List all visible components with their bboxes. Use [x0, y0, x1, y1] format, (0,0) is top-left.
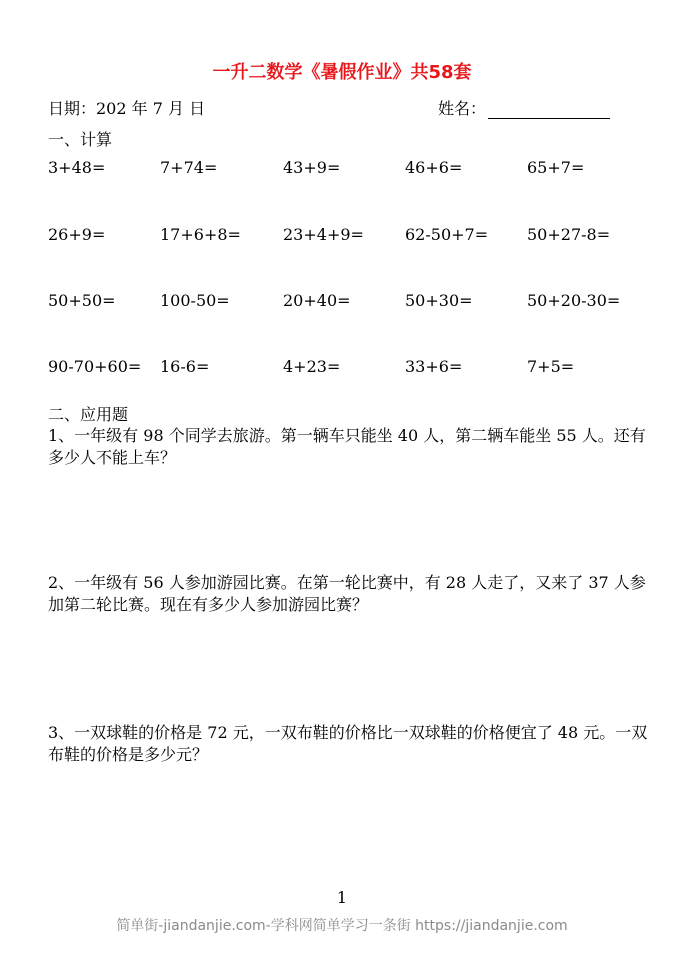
- calc-item: 26+9=: [48, 225, 106, 244]
- worksheet-title: 一升二数学《暑假作业》共58套: [212, 62, 472, 83]
- calc-item: 3+48=: [48, 158, 106, 177]
- calc-item: 100-50=: [160, 291, 230, 310]
- calc-item: 46+6=: [405, 158, 463, 177]
- calc-item: 16-6=: [160, 357, 210, 376]
- word-problem-2: 2、一年级有 56 人参加游园比赛。在第一轮比赛中，有 28 人走了，又来了 37 人参加第二轮比赛。现在有多少人参加游园比赛？: [48, 573, 646, 614]
- name-label: 姓名：: [438, 99, 487, 118]
- name-blank-line: [488, 102, 610, 119]
- calc-item: 90-70+60=: [48, 357, 142, 376]
- calc-item: 65+7=: [527, 158, 585, 177]
- calc-item: 50+20-30=: [527, 291, 621, 310]
- calc-item: 7+5=: [527, 357, 575, 376]
- section1-heading: 一、计算: [48, 130, 113, 149]
- calc-item: 50+50=: [48, 291, 116, 310]
- page-number: 1: [336, 888, 348, 907]
- calc-item: 23+4+9=: [283, 225, 364, 244]
- calc-item: 33+6=: [405, 357, 463, 376]
- calc-item: 43+9=: [283, 158, 341, 177]
- section2-heading: 二、应用题: [48, 405, 129, 424]
- calc-item: 50+27-8=: [527, 225, 611, 244]
- footer-watermark: 简单街-jiandanjie.com-学科网简单学习一条街 https://jiandanjie.com: [116, 918, 568, 934]
- name-field: [438, 96, 610, 119]
- calc-item: 17+6+8=: [160, 225, 241, 244]
- calc-item: 62-50+7=: [405, 225, 489, 244]
- word-problem-1: 1、一年级有 98 个同学去旅游。第一辆车只能坐 40 人，第二辆车能坐 55 人。还有多少人不能上车？: [48, 426, 646, 467]
- calc-item: 7+74=: [160, 158, 218, 177]
- word-problem-3: 3、一双球鞋的价格是 72 元，一双布鞋的价格比一双球鞋的价格便宜了 48 元。一双布鞋的价格是多少元？: [48, 723, 648, 764]
- calc-item: 50+30=: [405, 291, 473, 310]
- calc-item: 4+23=: [283, 357, 341, 376]
- date-label: 日期：202 年 7 月 日: [48, 99, 206, 118]
- calc-item: 20+40=: [283, 291, 351, 310]
